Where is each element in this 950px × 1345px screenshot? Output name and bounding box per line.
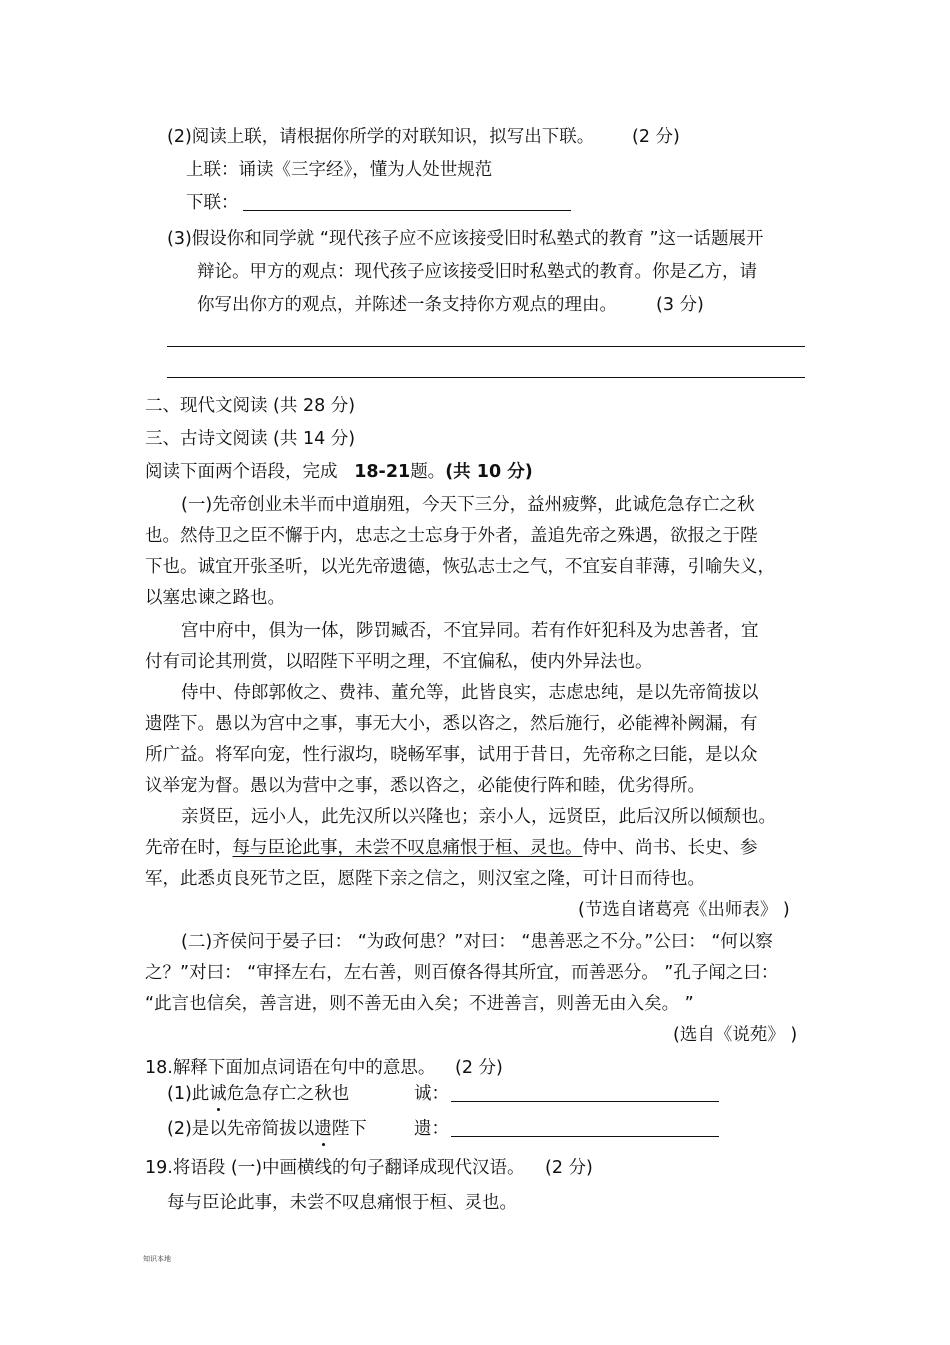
- section-modern-reading: 二、现代文阅读 (共 28 分): [145, 396, 356, 416]
- underlined-sentence: 每与臣论此事，未尝不叹息痛恨于桓、灵也。: [232, 838, 583, 858]
- instruction-range: 18-21: [354, 462, 411, 482]
- reading-instruction: [145, 461, 533, 483]
- q2-prompt: (2)阅读上联，请根据你所学的对联知识，拟写出下联。: [167, 127, 595, 147]
- passage1-source: (节选自诸葛亮《出师表》 ): [578, 900, 790, 920]
- p3-line-3: 所广益。将军向宠，性行淑均，晓畅军事，试用于昔日，先帝称之曰能，是以众: [145, 745, 758, 765]
- instruction-score: (共 10 分): [445, 462, 533, 482]
- q3-line-3: 你写出你方的观点，并陈述一条支持你方观点的理由。: [197, 295, 617, 315]
- q3-answer-line-1[interactable]: [167, 346, 805, 347]
- q18-item-2-pre: (2)是以先帝简拔以: [167, 1119, 315, 1139]
- q18-item-2: [167, 1118, 367, 1140]
- lower-couplet-label: 下联：: [186, 193, 239, 213]
- p2-line-1: 宫中府中，俱为一体，陟罚臧否，不宜异同。若有作奸犯科及为忠善者，宜: [181, 621, 759, 641]
- upper-couplet: 上联：诵读《三字经》，懂为人处世规范: [186, 160, 493, 180]
- q18-item-1-pre: (1)此: [167, 1084, 210, 1104]
- p4-line-2-pre: 先帝在时，: [145, 838, 233, 858]
- page-footer: 知识本地: [143, 1255, 171, 1263]
- passage2-line-2: 之？”对曰： “审择左右，左右善，则百僚各得其所宜，而善恶分。 ”孔子闻之曰：: [145, 963, 779, 983]
- p4-line-3: 军，此悉贞良死节之臣，愿陛下亲之信之，则汉室之隆，可计日而待也。: [145, 869, 705, 889]
- p4-line-1: 亲贤臣，远小人，此先汉所以兴隆也；亲小人，远贤臣，此后汉所以倾颓也。: [181, 807, 776, 827]
- dotted-word-cheng: 诚: [209, 1084, 227, 1104]
- p1-line-4: 以塞忠谏之路也。: [145, 588, 285, 608]
- q3-score: (3 分): [656, 295, 704, 315]
- p3-line-1: 侍中、侍郎郭攸之、费祎、董允等，此皆良实，志虑忠纯，是以先帝简拔以: [181, 683, 759, 703]
- p1-line-1: (一)先帝创业未半而中道崩殂，今天下三分，益州疲弊，此诚危急存亡之秋: [181, 495, 755, 515]
- q18-item-1: [167, 1083, 349, 1105]
- p4-line-2-post: 侍中、尚书、长史、参: [582, 838, 758, 858]
- passage2-line-1: (二)齐侯问于晏子曰： “为政何患？”对曰： “患善恶之不分。”公曰： “何以察: [181, 932, 773, 952]
- instruction-mid: 题。: [410, 462, 446, 482]
- q18-item-2-label: 遗：: [414, 1119, 449, 1139]
- passage2-source: (选自《说苑》 ): [673, 1025, 798, 1045]
- q18-item-1-post: 危急存亡之秋也: [226, 1084, 350, 1104]
- p3-line-2: 遗陛下。愚以为宫中之事，事无大小，悉以咨之，然后施行，必能裨补阙漏，有: [145, 714, 758, 734]
- q3-line-2: 辩论。甲方的观点：现代孩子应该接受旧时私塾式的教育。你是乙方，请: [197, 262, 757, 282]
- q2-score: (2 分): [632, 127, 680, 147]
- section-classical-reading: 三、古诗文阅读 (共 14 分): [145, 429, 356, 449]
- dotted-word-yi: 遗: [314, 1119, 332, 1139]
- q19-sentence: 每与臣论此事，未尝不叹息痛恨于桓、灵也。: [167, 1193, 517, 1213]
- p4-line-2: [145, 837, 758, 859]
- p1-line-2: 也。然侍卫之臣不懈于内，忠志之士忘身于外者，盖追先帝之殊遇，欲报之于陛: [145, 526, 758, 546]
- q18-item-1-label: 诚：: [414, 1084, 449, 1104]
- q18-title: 18.解释下面加点词语在句中的意思。: [145, 1058, 436, 1078]
- q18-score: (2 分): [455, 1058, 503, 1078]
- passage2-line-3: “此言也信矣，善言进，则不善无由入矣；不进善言，则善无由入矣。 ”: [145, 994, 694, 1014]
- p2-line-2: 付有司论其刑赏，以昭陛下平明之理，不宜偏私，使内外异法也。: [145, 652, 653, 672]
- q18-item-1-answer-line[interactable]: [451, 1101, 719, 1102]
- p1-line-3: 下也。诚宜开张圣听，以光先帝遗德，恢弘志士之气，不宜妄自菲薄，引喻失义，: [145, 557, 775, 577]
- lower-couplet-answer-line[interactable]: [243, 210, 571, 211]
- q3-line-1: (3)假设你和同学就 “现代孩子应不应该接受旧时私塾式的教育 ”这一话题展开: [167, 229, 764, 249]
- q18-item-2-answer-line[interactable]: [451, 1136, 719, 1137]
- p3-line-4: 议举宠为督。愚以为营中之事，悉以咨之，必能使行阵和睦，优劣得所。: [145, 776, 705, 796]
- q19-title: 19.将语段 (一)中画横线的句子翻译成现代汉语。: [145, 1158, 525, 1178]
- q18-item-2-post: 陛下: [331, 1119, 367, 1139]
- q3-answer-line-2[interactable]: [167, 377, 805, 378]
- instruction-pre: 阅读下面两个语段，完成: [145, 462, 338, 482]
- q19-score: (2 分): [545, 1158, 593, 1178]
